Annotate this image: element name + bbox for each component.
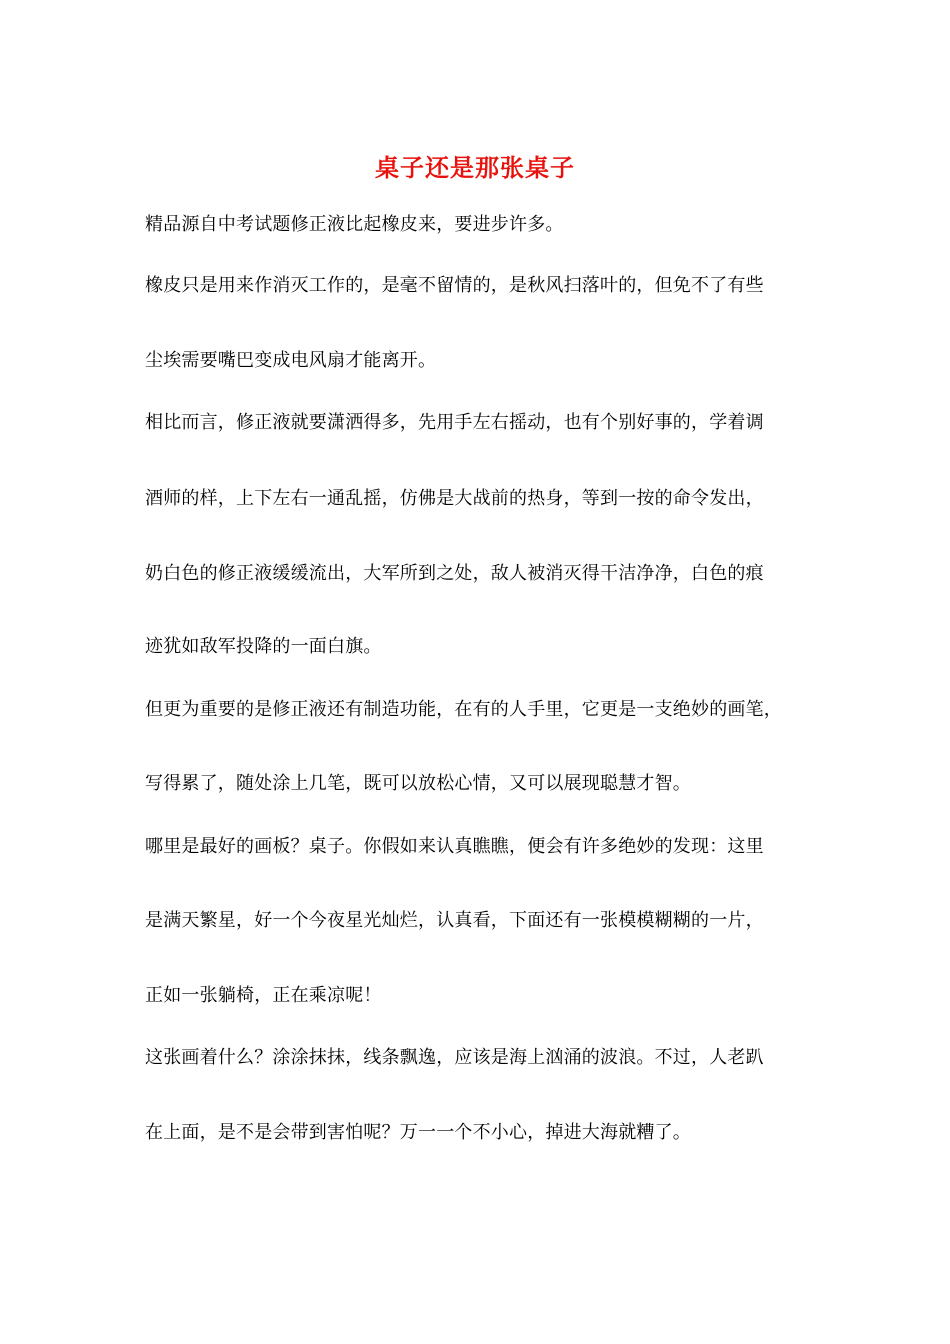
text-line-2: 橡皮只是用来作消灭工作的，是毫不留情的，是秋风扫落叶的，但免不了有些 bbox=[145, 275, 764, 296]
text-line-6: 奶白色的修正液缓缓流出，大军所到之处，敌人被消灭得干洁净净，白色的痕 bbox=[145, 563, 764, 584]
text-line-8: 但更为重要的是修正液还有制造功能，在有的人手里，它更是一支绝妙的画笔， bbox=[145, 699, 782, 720]
text-line-12: 正如一张躺椅，正在乘凉呢！ bbox=[145, 985, 382, 1006]
text-line-1: 精品源自中考试题修正液比起橡皮来，要进步许多。 bbox=[145, 214, 564, 235]
text-line-11: 是满天繁星，好一个今夜星光灿烂，认真看，下面还有一张模模糊糊的一片， bbox=[145, 910, 764, 931]
text-line-3: 尘埃需要嘴巴变成电风扇才能离开。 bbox=[145, 350, 437, 371]
document-title: 桌子还是那张桌子 bbox=[375, 153, 575, 182]
text-line-14: 在上面，是不是会带到害怕呢？万一一个不小心，掉进大海就糟了。 bbox=[145, 1122, 691, 1143]
text-line-13: 这张画着什么？涂涂抹抹，线条飘逸，应该是海上汹涌的波浪。不过，人老趴 bbox=[145, 1047, 764, 1068]
text-line-10: 哪里是最好的画板？桌子。你假如来认真瞧瞧，便会有许多绝妙的发现：这里 bbox=[145, 836, 764, 857]
text-line-7: 迹犹如敌军投降的一面白旗。 bbox=[145, 636, 382, 657]
text-line-5: 酒师的样，上下左右一通乱摇，仿佛是大战前的热身，等到一按的命令发出， bbox=[145, 488, 764, 509]
text-line-4: 相比而言，修正液就要潇洒得多，先用手左右摇动，也有个别好事的，学着调 bbox=[145, 412, 764, 433]
text-line-9: 写得累了，随处涂上几笔，既可以放松心情，又可以展现聪慧才智。 bbox=[145, 773, 691, 794]
